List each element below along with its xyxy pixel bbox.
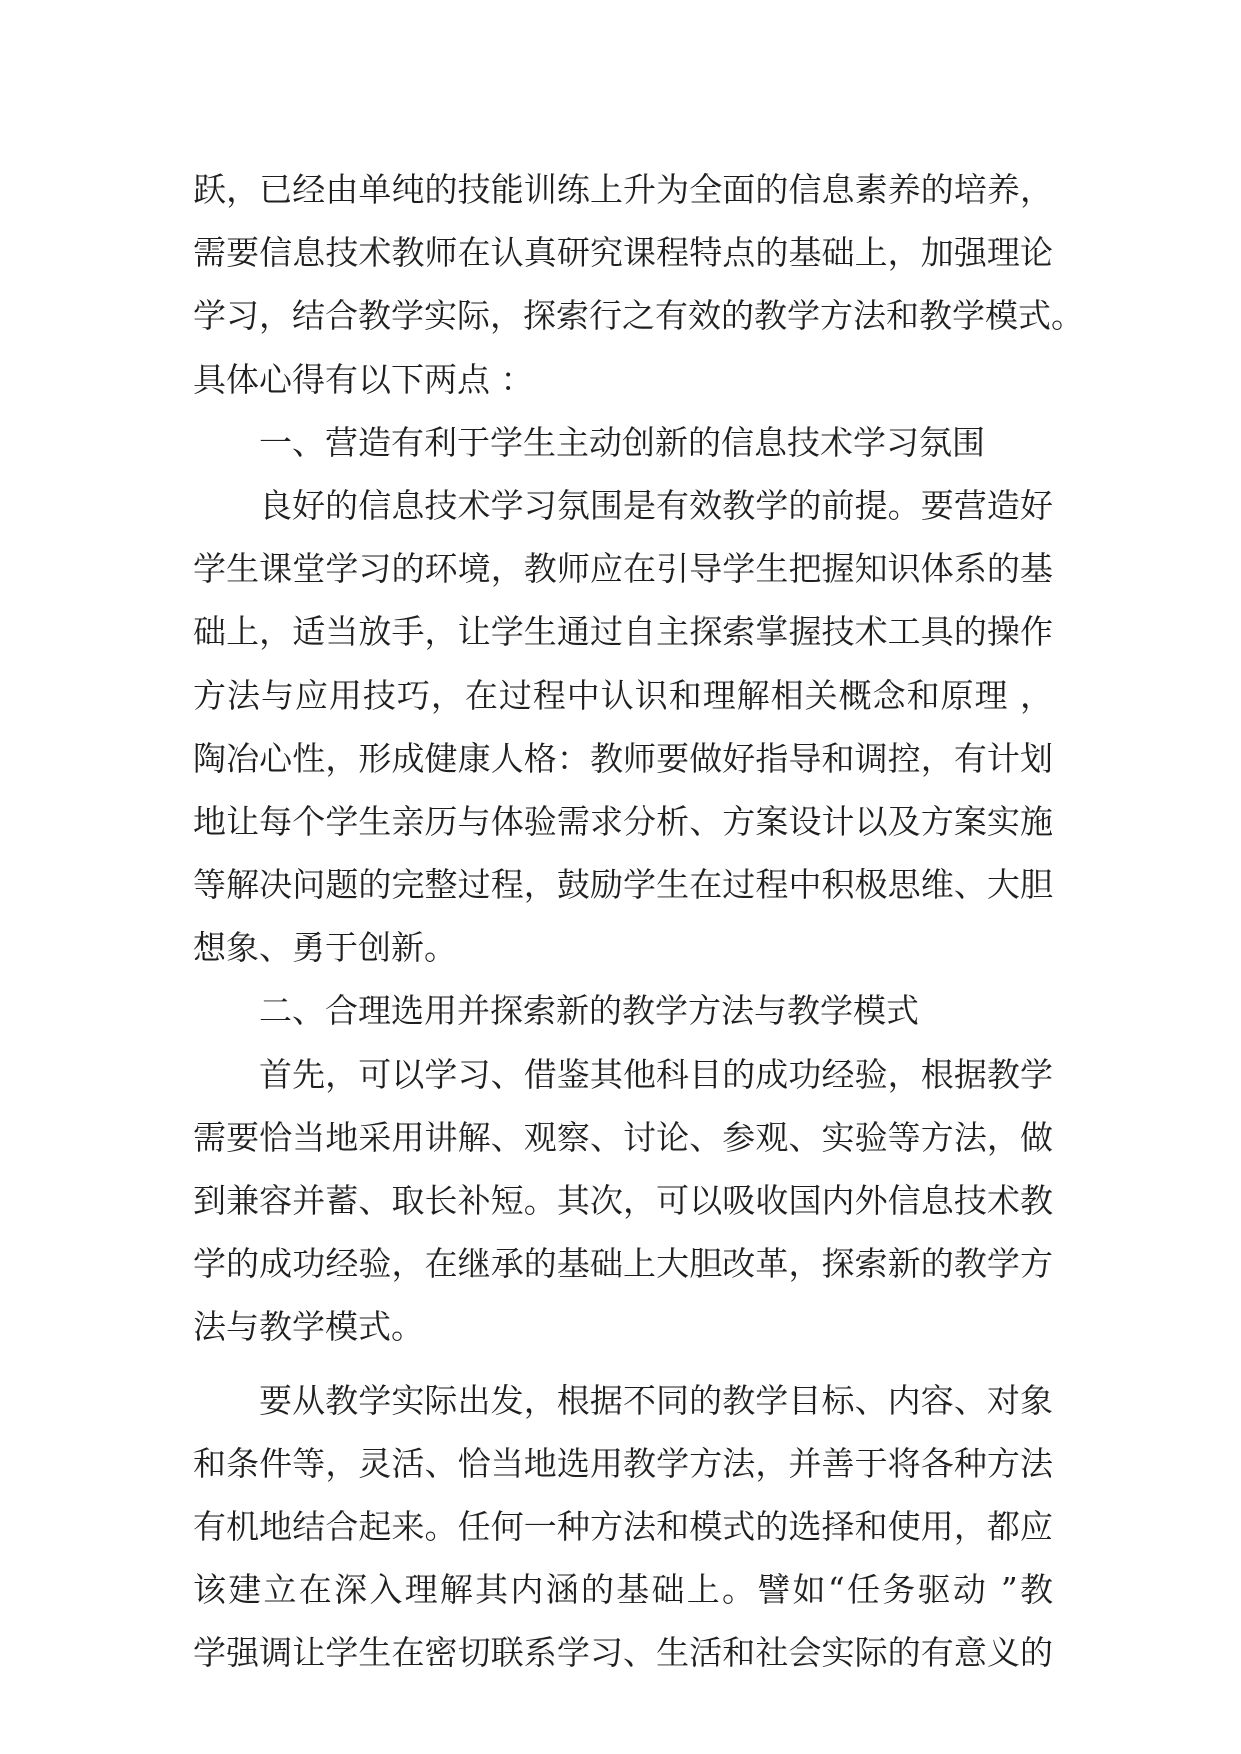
text-line: 学生课堂学习的环境，教师应在引导学生把握知识体系的基 — [193, 549, 1053, 589]
text-line: 础上，适当放手，让学生通过自主探索掌握技术工具的操作 — [193, 612, 1053, 652]
text-line: 学强调让学生在密切联系学习、生活和社会实际的有意义的 — [193, 1633, 1053, 1673]
text-line: 该建立在深入理解其内涵的基础上。譬如“任务驱动 ”教 — [193, 1570, 1053, 1610]
section-heading-1: 一、营造有利于学生主动创新的信息技术学习氛围 — [259, 422, 985, 462]
text-line: 良好的信息技术学习氛围是有效教学的前提。要营造好 — [259, 485, 1053, 525]
text-line: 陶冶心性，形成健康人格：教师要做好指导和调控，有计划 — [193, 738, 1053, 778]
paragraph-gap — [193, 1359, 1053, 1369]
text-line: 法与教学模式。 — [193, 1307, 424, 1347]
text-line: 跃，已经由单纯的技能训练上升为全面的信息素养的培养， — [193, 170, 1053, 209]
text-line: 和条件等，灵活、恰当地选用教学方法，并善于将各种方法 — [193, 1443, 1053, 1483]
text-line: 有机地结合起来。任何一种方法和模式的选择和使用，都应 — [193, 1506, 1053, 1546]
document-body — [193, 158, 1084, 1685]
text-line: 到兼容并蓄、取长补短。其次，可以吸收国内外信息技术教 — [193, 1181, 1053, 1220]
text-line: 学习，结合教学实际，探索行之有效的教学方法和教学模式。 — [193, 296, 1084, 336]
text-line: 需要信息技术教师在认真研究课程特点的基础上，加强理论 — [193, 233, 1053, 273]
text-line: 想象、勇于创新。 — [193, 928, 457, 968]
text-line: 地让每个学生亲历与体验需求分析、方案设计以及方案实施 — [193, 801, 1053, 841]
text-line: 需要恰当地采用讲解、观察、讨论、参观、实验等方法，做 — [193, 1117, 1053, 1157]
text-line: 学的成功经验，在继承的基础上大胆改革，探索新的教学方 — [193, 1244, 1053, 1284]
text-line: 要从教学实际出发，根据不同的教学目标、内容、对象 — [259, 1380, 1053, 1420]
text-line: 等解决问题的完整过程，鼓励学生在过程中积极思维、大胆 — [193, 865, 1053, 905]
section-heading-2: 二、合理选用并探索新的教学方法与教学模式 — [259, 991, 919, 1031]
text-line: 首先，可以学习、借鉴其他科目的成功经验，根据教学 — [259, 1054, 1053, 1094]
text-line: 方法与应用技巧，在过程中认识和理解相关概念和原理 ， — [193, 675, 1053, 715]
text-line: 具体心得有以下两点 ： — [193, 359, 534, 399]
